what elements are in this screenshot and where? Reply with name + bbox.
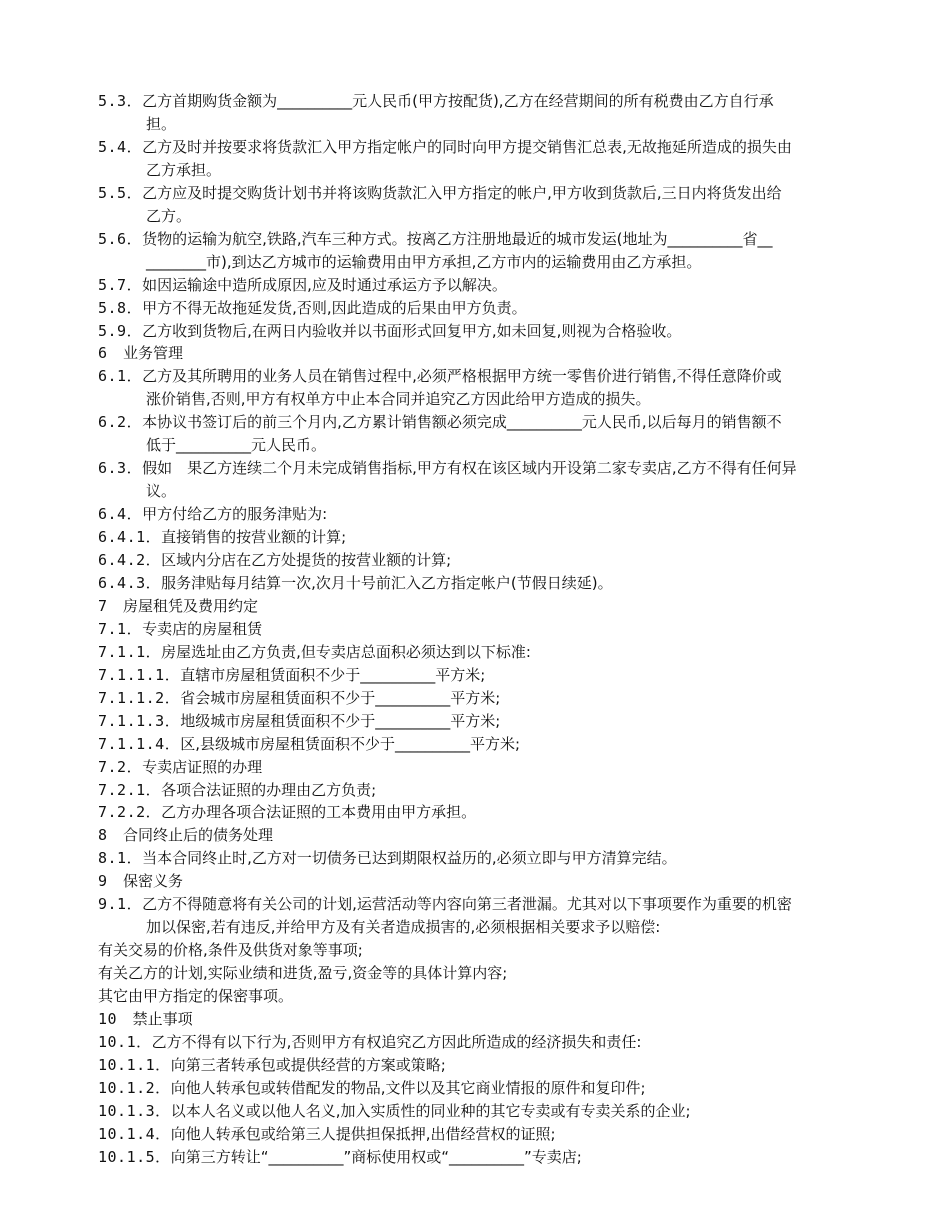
clause-text: 本协议书签订后的前三个月内,乙方累计销售额必须完成__________元人民币,以后每月的销售额不 (142, 413, 782, 432)
document-line (98, 1101, 691, 1121)
clause-number: 7.2． (98, 757, 143, 776)
list-item: 有关交易的价格,条件及供货对象等事项; (98, 941, 363, 960)
clause-number: 7.1． (98, 619, 143, 638)
list-item: 有关乙方的计划,实际业绩和进货,盈亏,资金等的具体计算内容; (98, 964, 508, 983)
clause-text: 省会城市房屋租赁面积不少于__________平方米; (180, 688, 501, 707)
document-line (98, 734, 520, 754)
document-line (98, 1032, 641, 1052)
clause-text: 房屋选址由乙方负责,但专卖店总面积必须达到以下标准: (161, 642, 531, 661)
document-line (98, 848, 677, 868)
clause-number: 7 (98, 596, 124, 615)
clause-number: 7.1.1.3． (98, 711, 181, 730)
document-line (98, 527, 346, 547)
document-line (98, 298, 527, 318)
clause-text: 当本合同终止时,乙方对一切债务已达到期限权益历的,必须立即与甲方清算完结。 (142, 849, 677, 868)
clause-continuation: 乙方。 (146, 206, 192, 225)
document-line (98, 1124, 556, 1144)
clause-text: 乙方及其所聘用的业务人员在销售过程中,必须严格根据甲方统一零售价进行销售,不得任意降价或 (142, 367, 782, 386)
clause-number: 5.4． (98, 137, 143, 156)
clause-number: 5.6． (98, 229, 143, 248)
clause-number: 6.4.1． (98, 528, 162, 547)
document-line (98, 757, 262, 777)
document-line (98, 665, 485, 685)
clause-text: 直辖市房屋租赁面积不少于__________平方米; (180, 665, 486, 684)
clause-text: 区,县级城市房屋租赁面积不少于__________平方米; (180, 734, 521, 753)
document-line (98, 550, 451, 570)
clause-number: 7.1.1.1． (98, 665, 181, 684)
clause-number: 10.1.1． (98, 1055, 171, 1074)
document-line (98, 1009, 193, 1029)
document-line (98, 366, 782, 386)
document-line (98, 780, 376, 800)
clause-continuation: 担。 (146, 114, 177, 133)
document-line (98, 504, 327, 524)
clause-number: 5.3． (98, 92, 143, 110)
clause-number: 5.5． (98, 183, 143, 202)
clause-number: 7.1.1.4． (98, 734, 181, 753)
document-line (98, 871, 183, 891)
document-line (98, 91, 774, 111)
clause-number: 7.1.1． (98, 642, 162, 661)
clause-text: 乙方及时并按要求将货款汇入甲方指定帐户的同时向甲方提交销售汇总表,无故拖延所造成的损失由 (142, 137, 792, 156)
document-line (98, 321, 681, 341)
clause-text: 区域内分店在乙方处提货的按营业额的计算; (161, 551, 452, 569)
clause-text: 房屋租凭及费用约定 (123, 596, 259, 615)
clause-text: 专卖店的房屋租赁 (142, 619, 263, 638)
clause-continuation: ________市),到达乙方城市的运输费用由甲方承担,乙方市内的运输费用由乙方承担。 (146, 252, 702, 271)
clause-text: 地级城市房屋租赁面积不少于__________平方米; (180, 711, 501, 730)
clause-text: 直接销售的按营业额的计算; (161, 528, 347, 547)
document-line (98, 137, 792, 157)
clause-number: 9 (98, 872, 124, 891)
document-line (98, 458, 797, 478)
clause-number: 6.2． (98, 413, 143, 432)
clause-number: 5.9． (98, 321, 143, 340)
clause-number: 10.1.3． (98, 1101, 171, 1120)
clause-number: 10 (98, 1010, 133, 1028)
document-line (98, 596, 258, 616)
clause-continuation: 加以保密,若有违反,并给甲方及有关者造成损害的,必须根据相关要求予以赔偿: (146, 918, 661, 937)
clause-text: 专卖店证照的办理 (142, 757, 263, 776)
document-line (98, 343, 183, 363)
clause-number: 8.1． (98, 849, 143, 868)
clause-text: 禁止事项 (132, 1010, 193, 1028)
clause-text: 向第三者转承包或提供经营的方案或策略; (170, 1055, 446, 1074)
document-line (98, 688, 500, 708)
clause-number: 10.1． (98, 1032, 152, 1051)
document-line (98, 229, 773, 249)
clause-number: 10.1.5． (98, 1147, 171, 1166)
clause-continuation: 涨价销售,否则,甲方有权单方中止本合同并追究乙方因此给甲方造成的损失。 (146, 390, 651, 409)
clause-number: 6.1． (98, 367, 143, 386)
list-item: 其它由甲方指定的保密事项。 (98, 987, 294, 1006)
clause-number: 6 (98, 344, 124, 363)
document-line (98, 1147, 582, 1167)
document-line (98, 573, 613, 593)
clause-text: 向第三方转让“__________”商标使用权或“__________”专卖店; (170, 1147, 582, 1166)
clause-number: 6.4.3． (98, 573, 162, 592)
clause-text: 向他人转承包或给第三人提供担保抵押,出借经营权的证照; (170, 1124, 556, 1143)
document-line (98, 802, 476, 822)
document-line (98, 1055, 446, 1075)
clause-text: 乙方首期购货金额为__________元人民币(甲方按配货),乙方在经营期间的所有税费由乙方自行承 (142, 92, 774, 110)
clause-continuation: 议。 (146, 482, 177, 501)
clause-text: 以本人名义或以他人名义,加入实质性的同业种的其它专卖或有专卖关系的企业; (170, 1101, 691, 1120)
clause-text: 乙方不得随意将有关公司的计划,运营活动等内容向第三者泄漏。尤其对以下事项要作为重要的机密 (142, 895, 792, 914)
clause-number: 8 (98, 826, 124, 845)
clause-text: 乙方收到货物后,在两日内验收并以书面形式回复甲方,如未回复,则视为合格验收。 (142, 321, 682, 340)
clause-continuation: 乙方承担。 (146, 160, 222, 179)
clause-text: 如因运输途中造所成原因,应及时通过承运方予以解决。 (142, 275, 507, 294)
clause-text: 业务管理 (123, 344, 184, 363)
clause-number: 6.4． (98, 505, 143, 524)
clause-number: 7.1.1.2． (98, 688, 181, 707)
document-line (98, 894, 792, 914)
clause-text: 甲方付给乙方的服务津贴为: (142, 505, 328, 524)
clause-text: 乙方办理各项合法证照的工本费用由甲方承担。 (161, 803, 477, 822)
clause-number: 6.3． (98, 459, 143, 478)
clause-text: 甲方不得无故拖延发货,否则,因此造成的后果由甲方负责。 (142, 298, 527, 317)
clause-text: 服务津贴每月结算一次,次月十号前汇入乙方指定帐户(节假日续延)。 (161, 573, 613, 592)
clause-text: 各项合法证照的办理由乙方负责; (161, 780, 377, 799)
clause-number: 7.2.1． (98, 780, 162, 799)
clause-number: 7.2.2． (98, 803, 162, 822)
clause-text: 乙方应及时提交购货计划书并将该购货款汇入甲方指定的帐户,甲方收到货款后,三日内将货发出给 (142, 183, 782, 202)
document-line (98, 183, 782, 203)
document-line (98, 1078, 646, 1098)
clause-number: 5.8． (98, 298, 143, 317)
clause-text: 乙方不得有以下行为,否则甲方有权追究乙方因此所造成的经济损失和责任: (151, 1032, 642, 1051)
clause-text: 货物的运输为航空,铁路,汽车三种方式。按离乙方注册地最近的城市发运(地址为__________省__ (142, 229, 773, 248)
document-line (98, 642, 531, 662)
clause-number: 10.1.4． (98, 1124, 171, 1143)
clause-number: 10.1.2． (98, 1078, 171, 1097)
document-line (98, 275, 507, 295)
document-line (98, 619, 262, 639)
clause-continuation: 低于__________元人民币。 (146, 436, 327, 455)
document-line (98, 825, 273, 845)
clause-text: 向他人转承包或转借配发的物品,文件以及其它商业情报的原件和复印件; (170, 1078, 646, 1097)
clause-number: 6.4.2． (98, 551, 162, 569)
clause-number: 9.1． (98, 895, 143, 914)
clause-text: 合同终止后的债务处理 (123, 826, 274, 845)
clause-number: 5.7． (98, 275, 143, 294)
clause-text: 假如 果乙方连续二个月未完成销售指标,甲方有权在该区域内开设第二家专卖店,乙方不得有任何异 (142, 459, 797, 478)
clause-text: 保密义务 (123, 872, 184, 891)
document-line (98, 711, 500, 731)
document-line (98, 412, 782, 432)
